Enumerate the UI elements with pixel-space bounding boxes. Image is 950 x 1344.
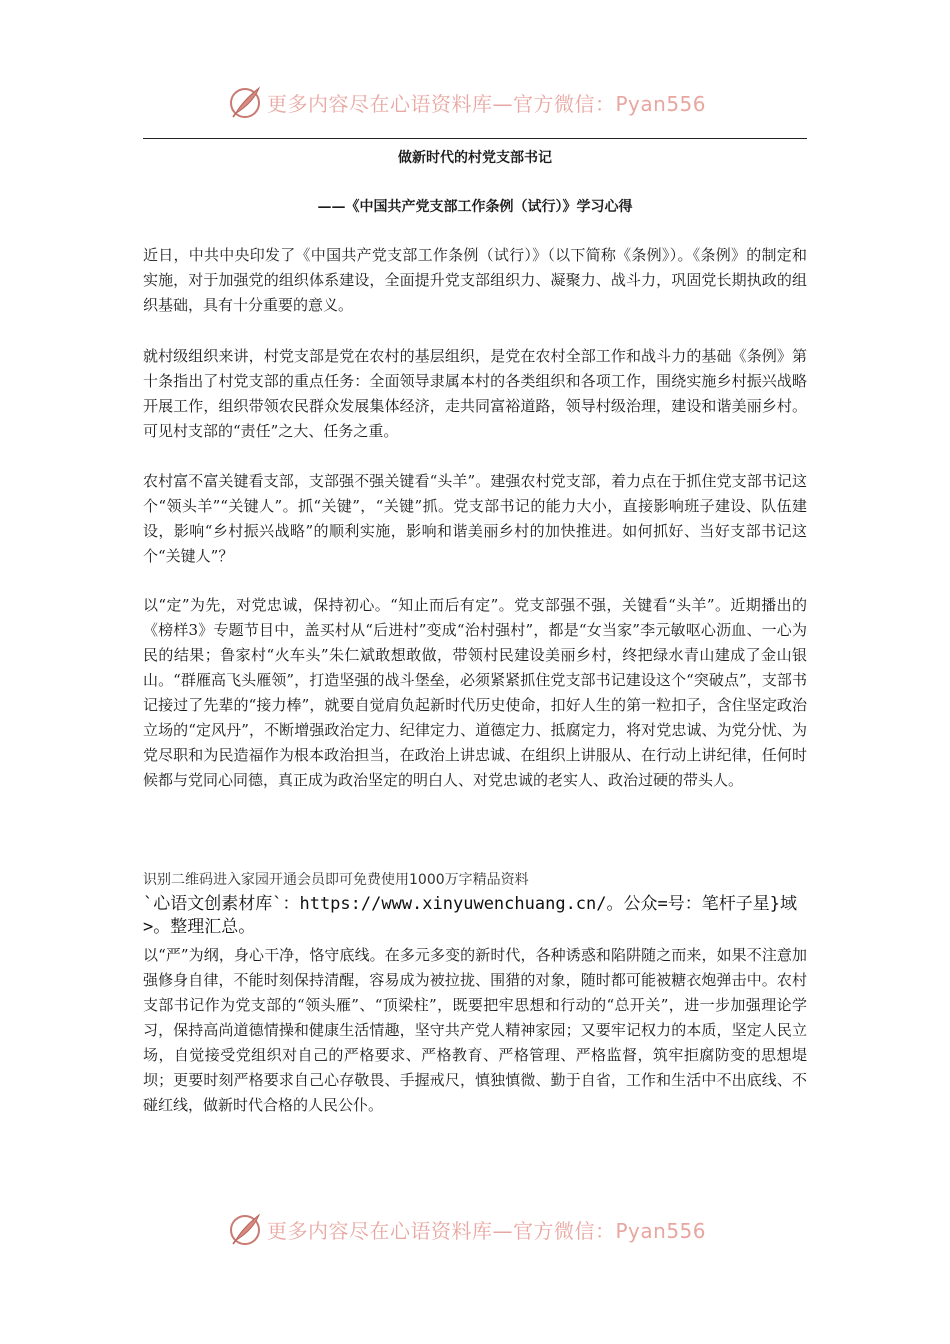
paragraph: 以“定”为先，对党忠诚，保持初心。“知止而后有定”。党支部强不强，关键看“头羊”。近期播出的《榜样3》专题节目中，盖买村从“后进村”变成“治村强村”，都是“女当家”李元敏呕心沥血、一心为民的结果；鲁家村“火车头”朱仁斌敢想敢做，带领村民建设美丽乡村，终把绿水青山建成了金山银山。“群雁高飞头雁领”，打造坚强的战斗堡垒，必须紧紧抓住党支部书记建设这个“突破点”，支部书记接过了先辈的“接力棒”，就要自觉肩负起新时代历史使命，扣好人生的第一粒扣子，含住坚定政治立场的“定风丹”，不断增强政治定力、纪律定力、道德定力、抵腐定力，将对党忠诚、为党分忧、为党尽职和为民造福作为根本政治担当，在政治上讲忠诚、在组织上讲服从、在行动上讲纪律，任何时候都与党同心同德，真正成为政治坚定的明白人、对党忠诚的老实人、政治过硬的带头人。 — [143, 596, 807, 789]
header-divider — [143, 138, 807, 139]
paragraph: 农村富不富关键看支部，支部强不强关键看“头羊”。建强农村党支部，着力点在于抓住党支部书记这个“领头羊”“关键人”。抓“关键”，“关键”抓。党支部书记的能力大小，直接影响班子建设、队伍建设，影响“乡村振兴战略”的顺利实施，影响和谐美丽乡村的加快推进。如何抓好、当好支部书记这个“关键人”？ — [143, 472, 807, 565]
paragraph: 近日，中共中央印发了《中国共产党支部工作条例（试行）》（以下简称《条例》）。《条例》的制定和实施，对于加强党的组织体系建设，全面提升党支部组织力、凝聚力、战斗力，巩固党长期执政的组织基础，具有十分重要的意义。 — [143, 246, 807, 314]
paragraph: 以“严”为纲，身心干净，恪守底线。在多元多变的新时代，各种诱惑和陷阱随之而来，如果不注意加强修身自律，不能时刻保持清醒，容易成为被拉拢、围猎的对象，随时都可能被糖衣炮弹击中。农村支部书记作为党支部的“领头雁”、“顶梁柱”，既要把牢思想和行动的“总开关”，进一步加强理论学习，保持高尚道德情操和健康生活情趣，坚守共产党人精神家园；又要牢记权力的本质，坚定人民立场，自觉接受党组织对自己的严格要求、严格教育、严格管理、严格监督，筑牢拒腐防变的思想堤坝；更要时刻严格要求自己心存敬畏、手握戒尺，慎独慎微、勤于自省，工作和生活中不出底线、不碰红线，做新时代合格的人民公仆。 — [143, 946, 807, 1114]
article-subtitle: ——《中国共产党支部工作条例（试行）》学习心得 — [317, 199, 633, 215]
banner-text: 更多内容尽在心语资料库—官方微信：Pyan556 — [267, 91, 707, 116]
promo-line: 识别二维码进入家园开通会员即可免费使用1000万字精品资料 — [143, 872, 529, 888]
quill-pen-icon — [227, 1211, 263, 1247]
article-title: 做新时代的村党支部书记 — [398, 150, 552, 166]
quill-pen-icon — [227, 84, 263, 120]
header-banner — [227, 82, 706, 122]
promo-site-text: `心语文创素材库`：https://www.xinyuwenchuang.cn/。公众=号：笔杆子星}域>。整理汇总。 — [143, 894, 797, 937]
footer-banner — [227, 1209, 706, 1249]
paragraph: 就村级组织来讲，村党支部是党在农村的基层组织，是党在农村全部工作和战斗力的基础《条例》第十条指出了村党支部的重点任务：全面领导隶属本村的各类组织和各项工作，围绕实施乡村振兴战略开展工作，组织带领农民群众发展集体经济，走共同富裕道路，领导村级治理，建设和谐美丽乡村。可见村支部的“责任”之大、任务之重。 — [143, 347, 807, 440]
banner-text: 更多内容尽在心语资料库—官方微信：Pyan556 — [267, 1218, 707, 1243]
